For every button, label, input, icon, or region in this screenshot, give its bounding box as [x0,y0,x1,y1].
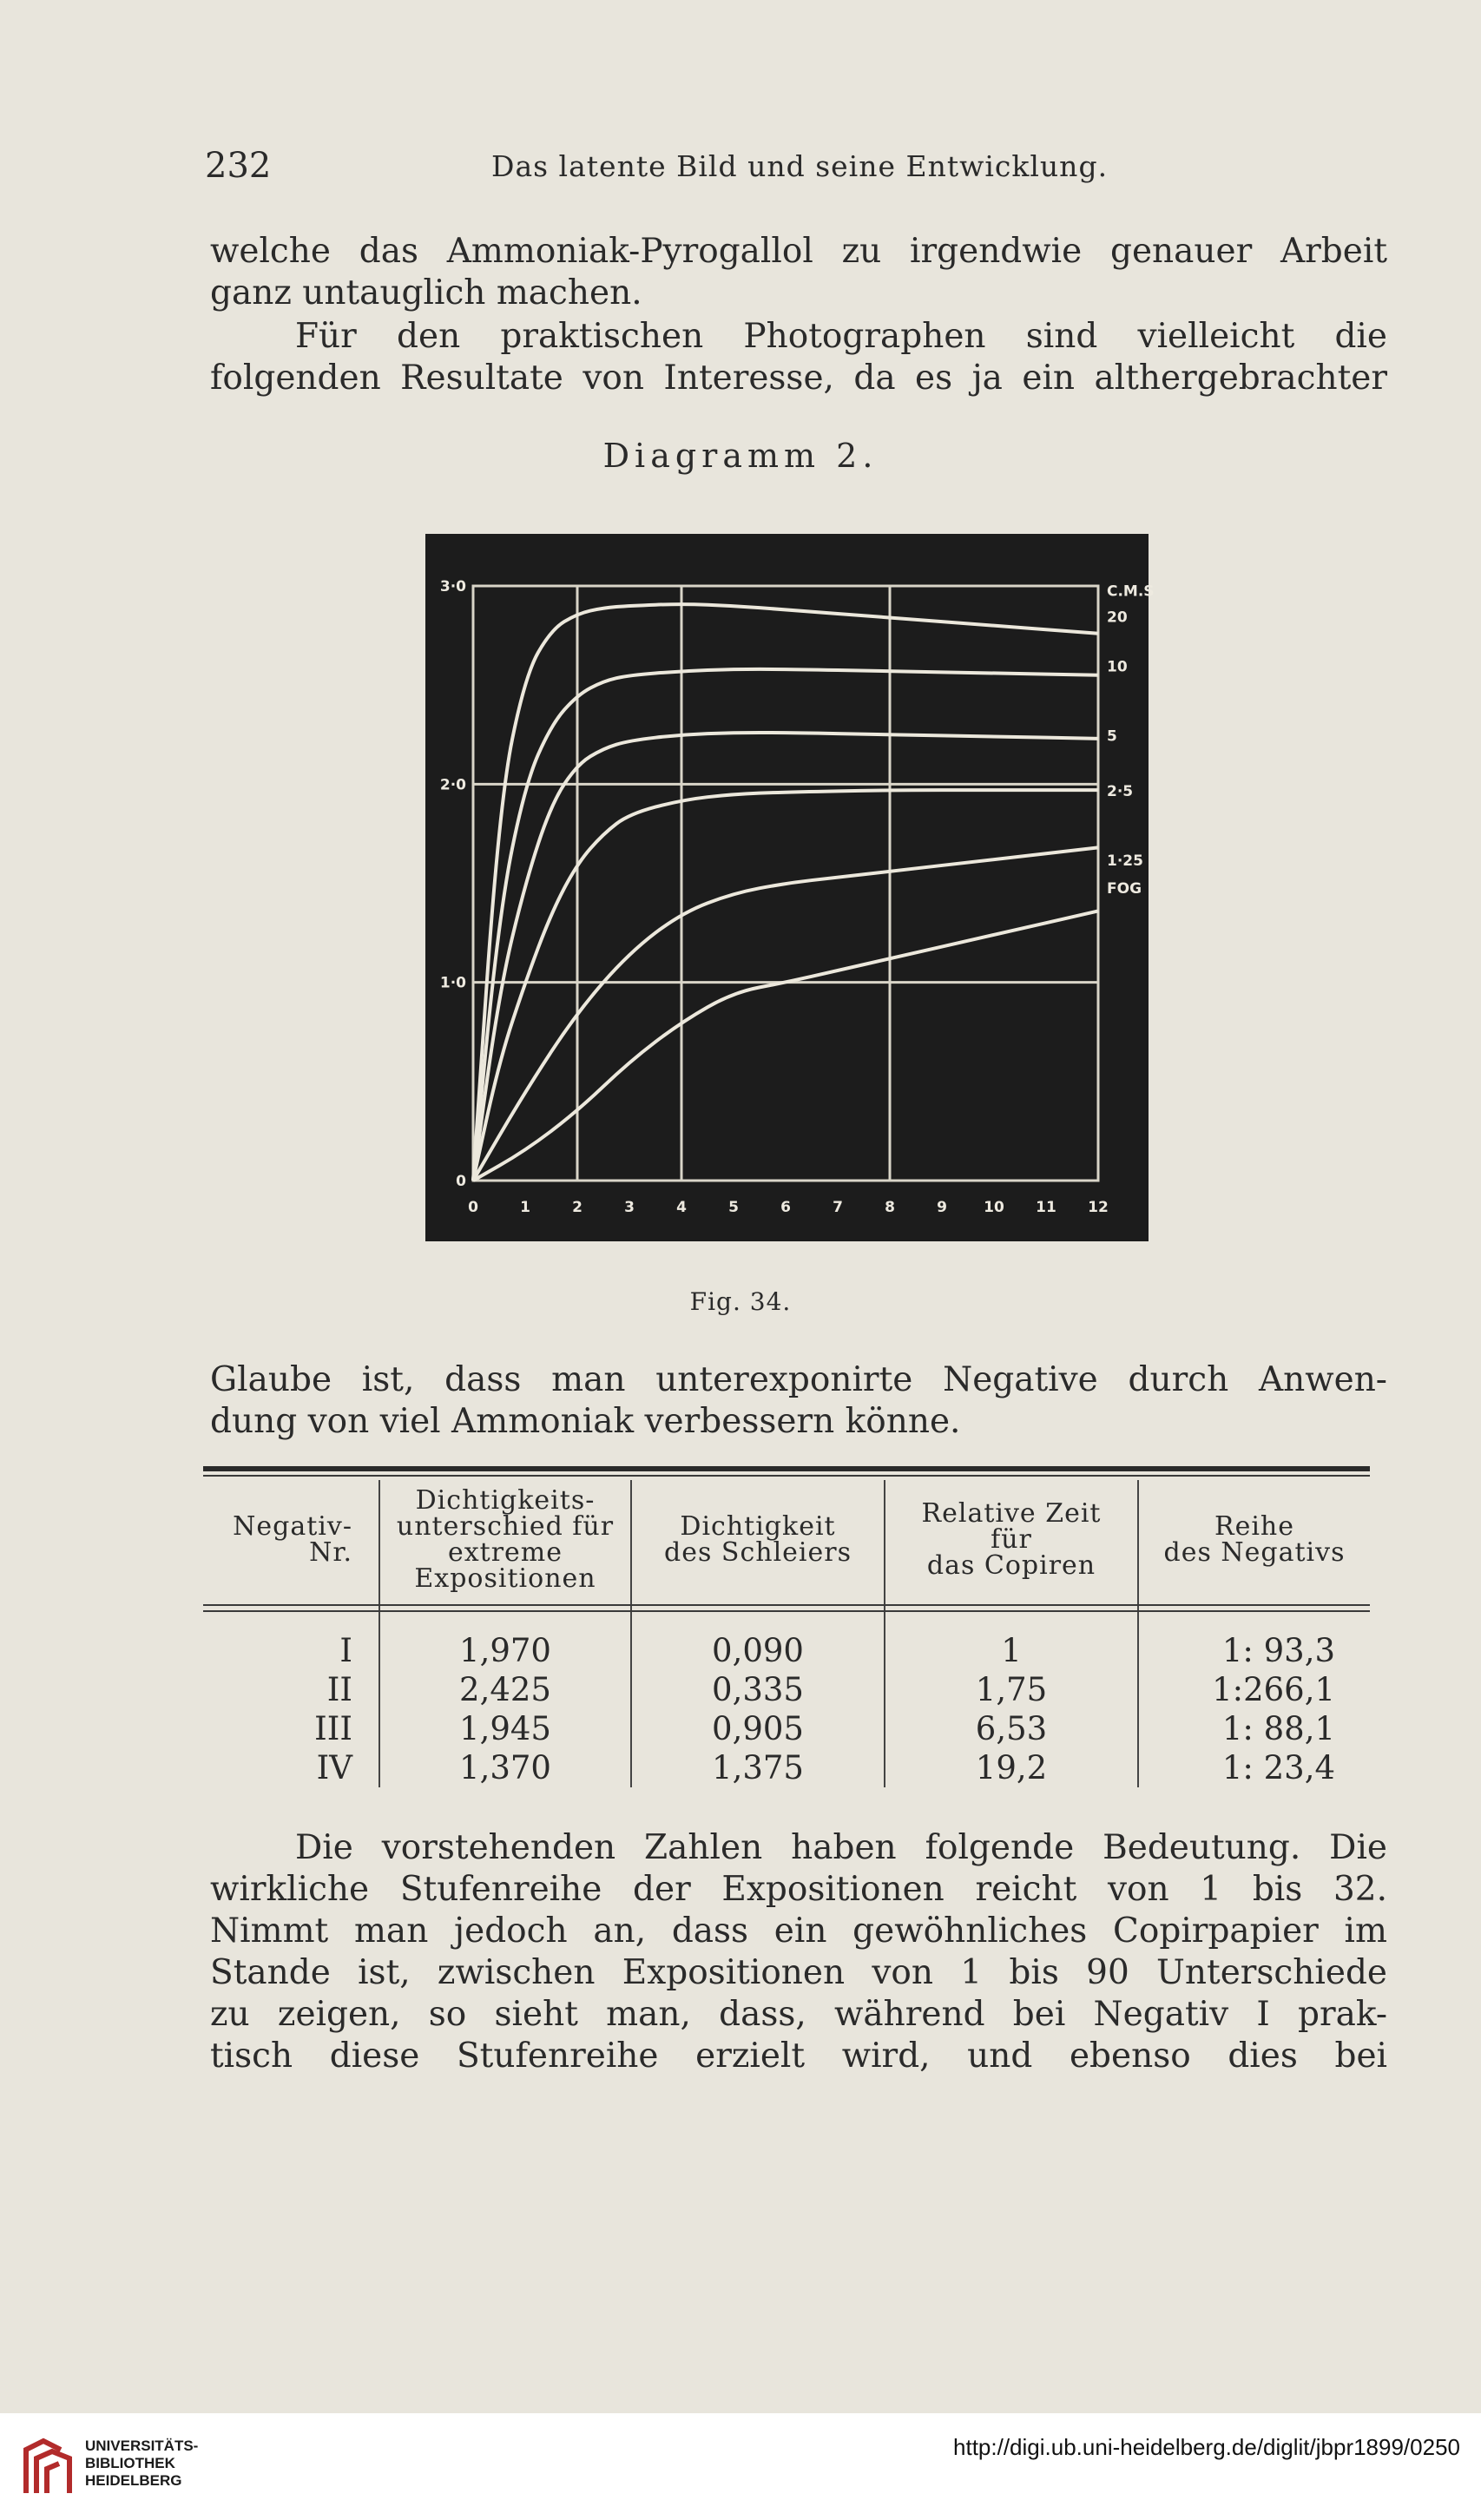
table-row [203,1748,1370,1787]
right-label: FOG [1107,880,1142,898]
cell-diff: 1,945 [379,1709,631,1748]
x-tick-label: 3 [624,1199,635,1216]
cell-nr: IV [203,1748,379,1787]
table-header-row [203,1480,1370,1600]
cell-diff: 2,425 [379,1670,631,1709]
right-label: C.M.S [1107,582,1155,601]
source-url-link[interactable]: http://digi.ub.uni-heidelberg.de/diglit/jbpr1899/0250 [953,2434,1460,2460]
cell-fog: 0,905 [631,1709,885,1748]
page-header [205,146,1386,198]
body-line: ganz untauglich machen. [210,273,642,313]
library-footer [0,2413,1481,2520]
cell-series: 1:266,1 [1212,1671,1335,1708]
body-line: tisch diese Stufenreihe erzielt wird, und ebenso dies bei [210,2036,1387,2076]
x-tick-label: 0 [468,1199,478,1216]
x-tick-label: 2 [572,1199,583,1216]
body-line: folgenden Resultate von Interesse, da es ja ein althergebrachter [210,359,1387,398]
y-tick-label: 1·0 [439,974,466,992]
x-tick-label: 4 [676,1199,687,1216]
right-label: 1·25 [1107,852,1143,871]
right-label: 2·5 [1107,783,1134,801]
body-line: Glaube ist, dass man unterexponirte Negative durch Anwen- [210,1360,1387,1399]
cell-nr: III [203,1709,379,1748]
library-logo-icon [17,2432,78,2505]
cell-fog: 1,375 [631,1748,885,1787]
cell-time: 6,53 [885,1709,1138,1748]
x-tick-label: 12 [1088,1199,1109,1216]
x-tick-label: 5 [728,1199,739,1216]
diagram-title: Diagramm 2. [602,437,879,475]
library-logo-text: UNIVERSITÄTS- BIBLIOTHEK HEIDELBERG [85,2438,199,2489]
cell-time: 1,75 [885,1670,1138,1709]
body-line: wirkliche Stufenreihe der Expositionen reicht von 1 bis 32. [210,1870,1387,1909]
body-line: Stande ist, zwischen Expositionen von 1 bis 90 Unterschiede [210,1953,1387,1992]
table-top-rule-thin [203,1475,1370,1477]
results-table [203,1480,1370,1787]
table-row [203,1709,1370,1748]
cell-diff: 1,370 [379,1748,631,1787]
body-line: zu zeigen, so sieht man, dass, während bei Negativ I prak- [210,1995,1387,2034]
header-dichtigkeit-schleier: Dichtigkeit des Schleiers [631,1480,885,1600]
header-relative-zeit: Relative Zeit für das Copiren [885,1480,1138,1600]
cell-series: 1: 23,4 [1221,1749,1335,1786]
table-row [203,1670,1370,1709]
figure-caption: Fig. 34. [689,1287,792,1316]
cell-nr: I [203,1600,379,1670]
header-reihe-negativs: Reihe des Negativs [1163,1511,1346,1568]
cell-series: 1: 88,1 [1221,1710,1335,1747]
cell-fog: 0,335 [631,1670,885,1709]
right-label: 5 [1107,727,1117,746]
cell-nr: II [203,1670,379,1709]
y-tick-label: 2·0 [439,776,466,794]
x-tick-label: 10 [984,1199,1004,1216]
density-curve-chart [425,534,1155,1241]
body-line: Nimmt man jedoch an, dass ein gewöhnliches Copirpapier im [210,1911,1387,1951]
body-line: welche das Ammoniak-Pyrogallol zu irgendwie genauer Arbeit [210,232,1387,271]
chart-background [425,534,1149,1241]
table-top-rule [203,1466,1370,1471]
chart-svg [425,534,1155,1241]
cell-fog: 0,090 [631,1600,885,1670]
header-negativ-nr: Negativ- Nr. [203,1480,379,1600]
x-tick-label: 6 [780,1199,791,1216]
header-dichtigkeitsunterschied: Dichtigkeits- unterschied für extreme Expositionen [379,1480,631,1600]
x-tick-label: 8 [885,1199,895,1216]
table-header-rule [203,1604,1370,1606]
cell-time: 19,2 [885,1748,1138,1787]
page-number: 232 [205,146,272,186]
x-tick-label: 1 [520,1199,530,1216]
body-line: dung von viel Ammoniak verbessern könne. [210,1402,961,1441]
body-line: Die vorstehenden Zahlen haben folgende Bedeutung. Die [295,1828,1387,1867]
body-line: Für den praktischen Photographen sind vielleicht die [295,317,1387,356]
right-label: 20 [1107,609,1128,627]
y-tick-label: 0 [456,1173,466,1190]
right-label: 10 [1107,658,1128,676]
cell-series: 1: 93,3 [1221,1632,1335,1669]
y-tick-label: 3·0 [439,578,466,595]
table-header-rule-2 [203,1610,1370,1612]
running-title: Das latente Bild und seine Entwicklung. [491,149,1109,183]
cell-diff: 1,970 [379,1600,631,1670]
x-tick-label: 11 [1036,1199,1056,1216]
x-tick-label: 7 [833,1199,843,1216]
cell-time: 1 [885,1600,1138,1670]
x-tick-label: 9 [937,1199,947,1216]
